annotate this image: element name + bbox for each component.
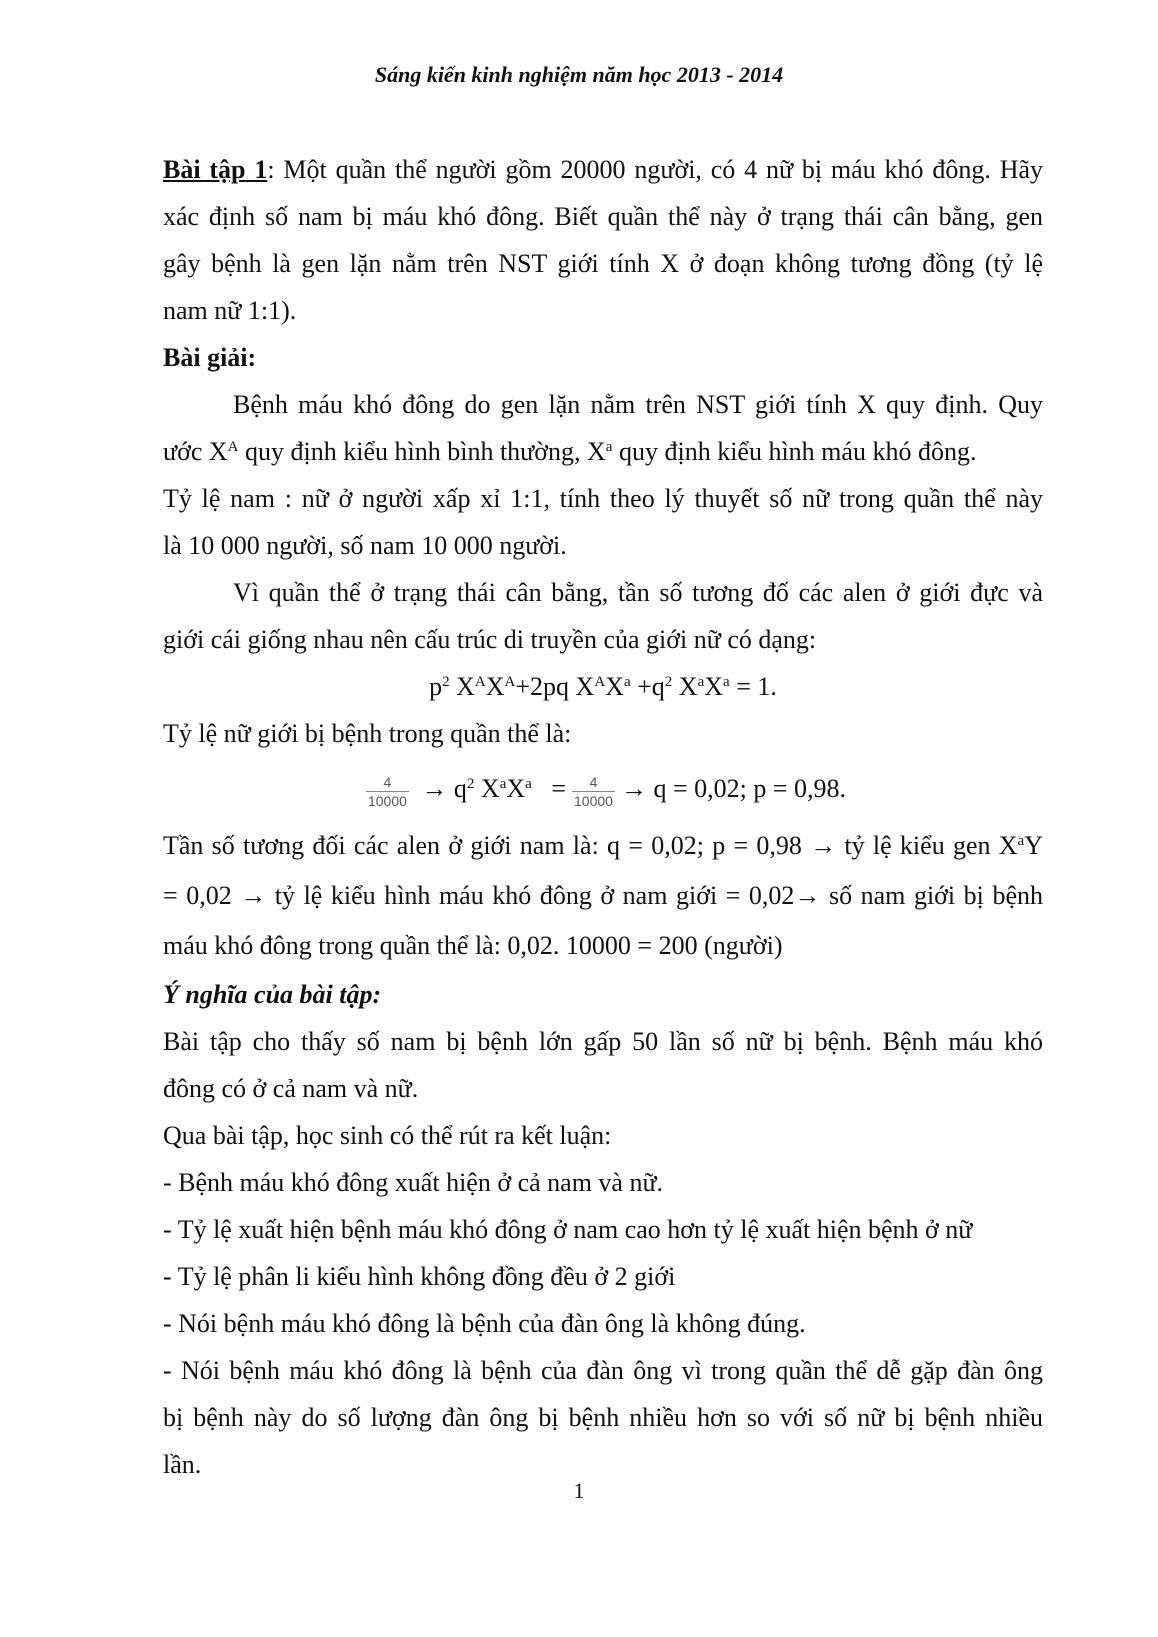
conclusion-bullet-5-line1: - Nói bệnh máu khó đông là bệnh của đàn ông vì trong quần thể dễ gặp đàn ông	[163, 1356, 1043, 1385]
solution-para1-line3: Tỷ lệ nam : nữ ở người xấp xỉ 1:1, tính theo lý thuyết số nữ trong quần thể này	[163, 484, 1043, 513]
frequency-calculation: $\frac{4}{10000}$ → $q^2$ $X^aX^a$ = $\frac{4}{10000}$ → q = 0,02; p = 0,98.	[367, 773, 846, 809]
male-frequency-line2: = 0,02 → tỷ lệ kiểu hình máu khó đông ở nam giới = 0,02→ số nam giới bị bệnh	[163, 881, 1043, 910]
solution-para1-line2: ước $X^A$ quy định kiểu hình bình thường, $X^a$ quy định kiểu hình máu khó đông.	[163, 437, 977, 466]
exercise-label: Bài tập 1	[163, 155, 268, 184]
conclusion-bullet-5-line2: bị bệnh này do số lượng đàn ông bị bệnh nhiều hơn so với số nữ bị bệnh nhiều	[163, 1403, 1043, 1432]
conclusion-bullet-3: - Tỷ lệ phân li kiểu hình không đồng đều ở 2 giới	[163, 1262, 676, 1291]
exercise-line-2: xác định số nam bị máu khó đông. Biết quần thể này ở trạng thái cân bằng, gen	[163, 202, 1043, 231]
meaning-line2: đông có ở cả nam và nữ.	[163, 1074, 419, 1103]
female-ratio-line: Tỷ lệ nữ giới bị bệnh trong quần thể là:	[163, 719, 572, 748]
conclusion-bullet-5-line3: lần.	[163, 1450, 202, 1479]
solution-para2-line2: giới cái giống nhau nên cấu trúc di truyền của giới nữ có dạng:	[163, 625, 817, 654]
solution-heading: Bài giải:	[163, 343, 257, 372]
page-number: 1	[573, 1478, 585, 1503]
male-frequency-line1: Tần số tương đối các alen ở giới nam là: q = 0,02; p = 0,98 → tỷ lệ kiểu gen $X^aY$	[163, 831, 1043, 860]
fraction-4-over-10000-b: $\frac{4}{10000}$	[574, 773, 613, 809]
solution-para2-line1: Vì quần thể ở trạng thái cân bằng, tần số tương đố các alen ở giới đực và	[233, 578, 1043, 607]
meaning-line1: Bài tập cho thấy số nam bị bệnh lớn gấp 50 lần số nữ bị bệnh. Bệnh máu khó	[163, 1027, 1043, 1056]
conclusion-bullet-2: - Tỷ lệ xuất hiện bệnh máu khó đông ở nam cao hơn tỷ lệ xuất hiện bệnh ở nữ	[163, 1215, 973, 1244]
exercise-colon: :	[267, 155, 275, 184]
fraction-4-over-10000: $\frac{4}{10000}$	[367, 773, 407, 809]
exercise-line-3: gây bệnh là gen lặn nằm trên NST giới tính X ở đoạn không tương đồng (tỷ lệ	[163, 249, 1043, 278]
exercise-line-4: nam nữ 1:1).	[163, 296, 297, 325]
conclusion-intro: Qua bài tập, học sinh có thể rút ra kết luận:	[163, 1121, 612, 1150]
solution-para1-line4: là 10 000 người, số nam 10 000 người.	[163, 531, 567, 560]
exercise-line-1	[163, 146, 1043, 193]
solution-para1-line1: Bệnh máu khó đông do gen lặn nằm trên NST giới tính X quy định. Quy	[233, 390, 1043, 419]
male-frequency-line3: máu khó đông trong quần thể là: 0,02. 10000 = 200 (người)	[163, 931, 783, 960]
conclusion-bullet-4: - Nói bệnh máu khó đông là bệnh của đàn ông là không đúng.	[163, 1309, 806, 1338]
conclusion-bullet-1: - Bệnh máu khó đông xuất hiện ở cả nam và nữ.	[163, 1168, 664, 1197]
document-body	[163, 146, 1043, 1488]
hardy-weinberg-formula: $p^2$ $X^AX^A+2pq$ $X^AX^a +q^2$ $X^aX^a = 1$.	[429, 672, 777, 701]
meaning-heading: Ý nghĩa của bài tập:	[163, 980, 382, 1009]
page-header: Sáng kiến kinh nghiệm năm học 2013 - 2014	[374, 62, 784, 87]
exercise-text: Một quần thể người gồm 20000 người, có 4 nữ bị máu khó đông. Hãy	[274, 155, 1044, 184]
